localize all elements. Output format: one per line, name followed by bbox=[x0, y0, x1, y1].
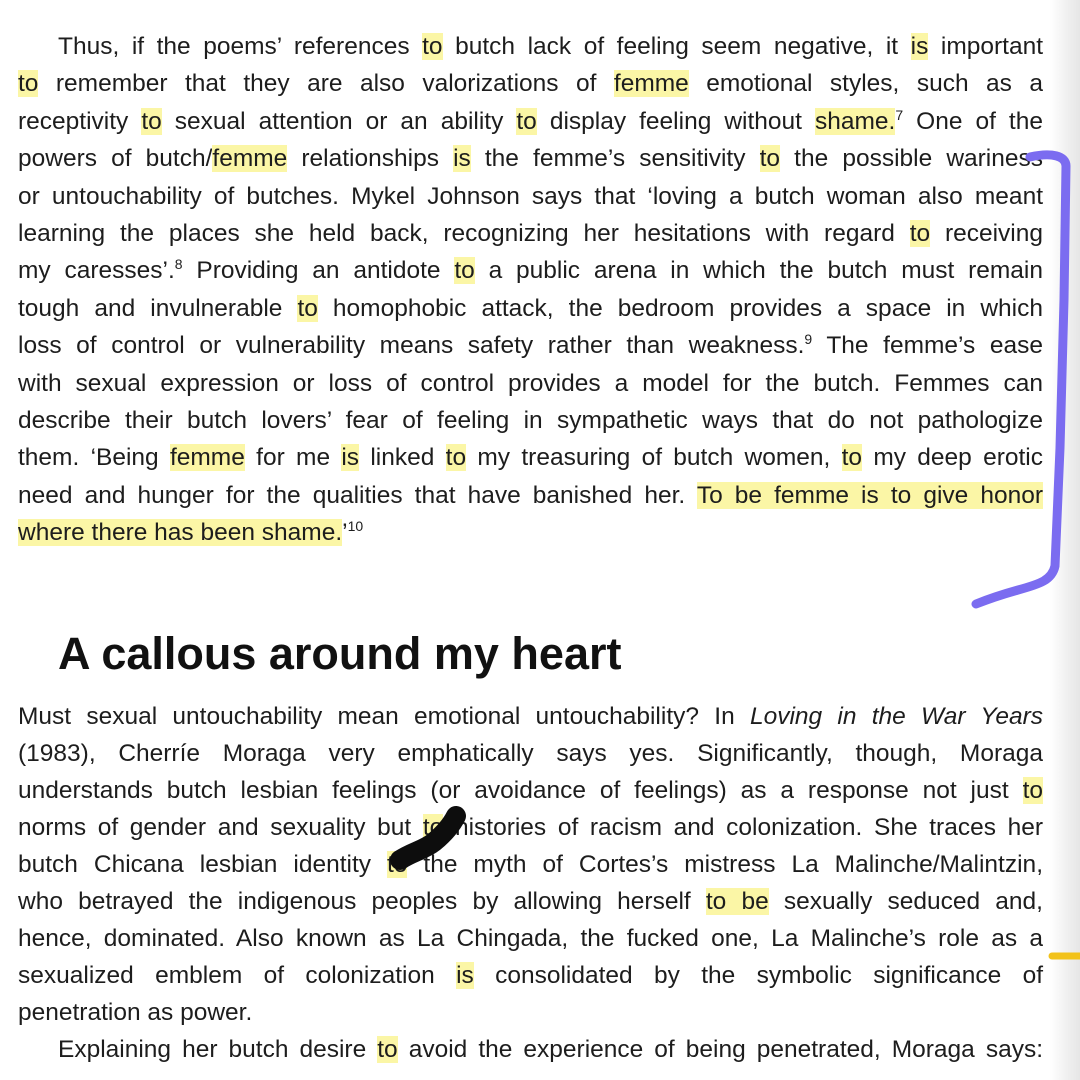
text-line bbox=[18, 920, 1043, 957]
footnote-ref: 8 bbox=[174, 256, 183, 273]
text-line bbox=[18, 809, 1043, 846]
text-line bbox=[18, 252, 1043, 289]
text-run: the myth of Cortes’s mistress La Malinche/Malintzin, bbox=[407, 851, 1043, 878]
highlighted-text: is bbox=[456, 962, 474, 989]
text-line bbox=[18, 178, 1043, 215]
highlighted-text: to bbox=[516, 107, 537, 135]
text-line bbox=[18, 698, 1043, 735]
text-run: One of the bbox=[903, 107, 1043, 135]
text-run: the possible wariness bbox=[780, 145, 1044, 173]
section-heading: A callous around my heart bbox=[58, 628, 622, 679]
text-run: important bbox=[928, 33, 1043, 60]
text-line bbox=[18, 327, 1043, 364]
text-run: homophobic attack, the bedroom provides a space in which bbox=[317, 294, 1043, 322]
text-line bbox=[18, 103, 1043, 140]
text-run: who betrayed the indigenous peoples by allowing herself bbox=[18, 888, 706, 915]
text-line bbox=[18, 994, 1043, 1031]
highlighted-text: to bbox=[18, 70, 39, 98]
text-run: display feeling without bbox=[536, 107, 815, 135]
text-run: tough and invulnerable bbox=[18, 294, 298, 322]
highlighted-text: to bbox=[297, 294, 318, 322]
text-line bbox=[18, 514, 1043, 551]
highlighted-text: to bbox=[445, 444, 467, 472]
text-run: Must sexual untouchability mean emotional untouchability? In bbox=[18, 703, 750, 730]
highlighted-text: where there has been shame. bbox=[18, 519, 343, 547]
text-line bbox=[58, 1031, 1043, 1068]
text-run: sexualized emblem of colonization bbox=[18, 962, 457, 989]
highlighted-text: is bbox=[910, 33, 929, 60]
text-run: linked bbox=[359, 444, 446, 472]
text-run: penetration as power. bbox=[18, 999, 253, 1026]
text-run: hence, dominated. Also known as La Chingada, the fucked one, La Malinche’s role as a bbox=[18, 925, 1043, 952]
text-line bbox=[18, 65, 1043, 102]
text-run: butch Chicana lesbian identity bbox=[18, 851, 387, 878]
highlighted-text: To be femme is to give honor bbox=[696, 481, 1044, 509]
text-line bbox=[18, 735, 1043, 772]
text-run: butch lack of feeling seem negative, it bbox=[442, 33, 911, 60]
text-line bbox=[18, 772, 1043, 809]
text-line bbox=[18, 883, 1043, 920]
highlighted-text: to bbox=[759, 145, 781, 173]
highlighted-text: femme bbox=[613, 70, 689, 98]
text-run: for me bbox=[244, 444, 342, 472]
text-run: Loving in the War Years bbox=[749, 703, 1043, 730]
highlighted-text: to bbox=[841, 444, 863, 472]
text-run: my treasuring of butch women, bbox=[466, 444, 842, 472]
highlighted-text: to bbox=[909, 220, 931, 247]
text-run: loss of control or vulnerability means safety rather than weakness. bbox=[18, 332, 805, 360]
highlighted-text: to be bbox=[705, 888, 769, 915]
text-line bbox=[18, 215, 1043, 252]
text-run: avoid the experience of being penetrated, Moraga says: bbox=[397, 1036, 1043, 1063]
text-run: powers of butch/ bbox=[18, 145, 213, 173]
text-run: or untouchability of butches. Mykel Johnson says that ‘loving a butch woman also meant bbox=[18, 182, 1043, 210]
text-run: The femme’s ease bbox=[812, 332, 1043, 360]
highlighted-text: to bbox=[377, 1036, 398, 1063]
footnote-ref: 10 bbox=[347, 518, 364, 535]
highlighted-text: shame. bbox=[814, 107, 896, 135]
text-run: relationships bbox=[287, 145, 454, 173]
text-run: them. ‘Being bbox=[18, 444, 170, 472]
text-run: remember that they are also valorizations of bbox=[38, 70, 614, 98]
highlighted-text: to bbox=[454, 257, 475, 285]
text-run: describe their butch lovers’ fear of feeling in sympathetic ways that do not pathologize bbox=[18, 407, 1043, 434]
text-line bbox=[18, 402, 1043, 439]
text-run: (1983), Cherríe Moraga very emphatically says yes. Significantly, though, Moraga bbox=[18, 740, 1043, 767]
highlighted-text: is bbox=[453, 145, 471, 173]
text-run: my caresses’. bbox=[18, 257, 175, 285]
text-line bbox=[18, 365, 1043, 402]
text-run: receptivity bbox=[18, 107, 142, 135]
text-line bbox=[58, 28, 1043, 65]
text-line bbox=[18, 846, 1043, 883]
text-run: emotional styles, such as a bbox=[688, 70, 1043, 98]
text-line bbox=[18, 477, 1043, 514]
text-run: my deep erotic bbox=[862, 444, 1043, 472]
footnote-ref: 7 bbox=[895, 106, 904, 123]
text-run: Thus, if the poems’ references bbox=[58, 33, 423, 60]
footnote-ref: 9 bbox=[804, 331, 813, 348]
text-run: consolidated by the symbolic significance of bbox=[473, 962, 1043, 989]
text-run: need and hunger for the qualities that have banished her. bbox=[18, 481, 697, 509]
text-run: ’ bbox=[342, 519, 348, 547]
highlighted-text: to bbox=[1022, 777, 1043, 804]
text-run: Explaining her butch desire bbox=[58, 1036, 378, 1063]
text-line bbox=[18, 957, 1043, 994]
text-run: sexually seduced and, bbox=[768, 888, 1043, 915]
highlighted-text: is bbox=[341, 444, 360, 472]
text-run: learning the places she held back, recognizing her hesitations with regard bbox=[18, 220, 910, 247]
highlighted-text: to bbox=[422, 33, 443, 60]
text-run: norms of gender and sexuality but bbox=[18, 814, 423, 841]
text-run: understands butch lesbian feelings (or avoidance of feelings) as a response not just bbox=[18, 777, 1023, 804]
text-line bbox=[18, 140, 1043, 177]
highlighted-text: to bbox=[422, 814, 444, 841]
text-line bbox=[18, 290, 1043, 327]
highlighted-text: to bbox=[141, 107, 162, 135]
text-run: a public arena in which the butch must remain bbox=[474, 257, 1043, 285]
highlighted-text: femme bbox=[212, 145, 288, 173]
text-run: with sexual expression or loss of control provides a model for the butch. Femmes can bbox=[18, 369, 1043, 397]
text-run: the femme’s sensitivity bbox=[470, 145, 760, 173]
text-run: sexual attention or an ability bbox=[161, 107, 517, 135]
text-run: receiving bbox=[930, 220, 1043, 247]
text-line bbox=[18, 439, 1043, 476]
highlighted-text: femme bbox=[169, 444, 245, 472]
text-run: Providing an antidote bbox=[182, 257, 455, 285]
page-edge-shadow bbox=[1050, 0, 1080, 1080]
highlighted-text: to bbox=[386, 851, 408, 878]
text-run: histories of racism and colonization. She traces her bbox=[443, 814, 1043, 841]
